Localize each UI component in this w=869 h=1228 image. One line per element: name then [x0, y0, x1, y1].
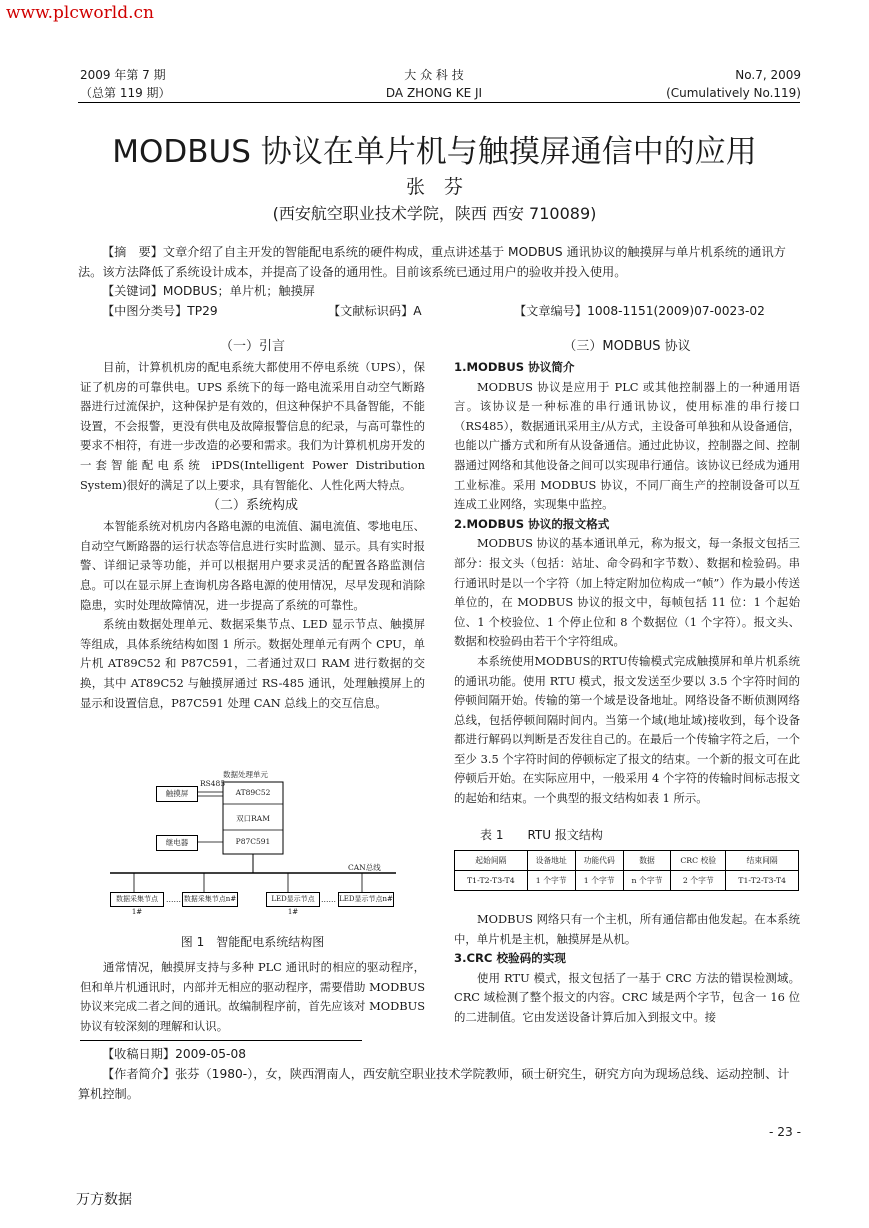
system-paragraph-3: 通常情况，触摸屏支持与多种 PLC 通讯时的相应的驱动程序，但和单片机通讯时，内部并无相应的驱动程序，需要借助 MODBUS 协议来完成二者之间的通讯。故编制程序前，首先应该对 MODBUS 协议有较深刻的理解和认识。 [80, 960, 425, 1033]
table-row [455, 871, 799, 891]
issue-number-en: No.7, 2009 [735, 68, 801, 82]
section-modbus-title: （三）MODBUS 协议 [563, 339, 691, 354]
footnote-rule [80, 1040, 362, 1041]
figure-caption: 图 1 智能配电系统结构图 [180, 935, 325, 949]
article-number: 【文章编号】1008-1151(2009)07-0023-02 [514, 304, 765, 318]
led-node-ellipsis: …… [321, 895, 336, 904]
left-column-bottom [80, 958, 425, 1036]
table-header-cell: CRC 校验 [671, 851, 726, 871]
at89c52-label: AT89C52 [235, 788, 271, 797]
issue-number: 2009 年第 7 期 [80, 68, 166, 82]
table-cell: 2 个字节 [671, 871, 726, 891]
affiliation: (西安航空职业技术学院，陕西 西安 710089) [272, 204, 597, 223]
table-header-cell: 功能代码 [575, 851, 623, 871]
abstract: 【摘 要】文章介绍了自主开发的智能配电系统的硬件构成，重点讲述基于 MODBUS 通讯协议的触摸屏与单片机系统的通讯方法。该方法降低了系统设计成本，并提高了设备的通用性。目前该系统已通过用户的验收并投入使用。 [78, 245, 786, 279]
section-system-title: （二）系统构成 [206, 498, 298, 514]
relay-box: 继电器 [156, 835, 198, 851]
watermark-url[interactable]: www.plcworld.cn [6, 3, 154, 23]
table-caption: 表 1 RTU 报文结构 [480, 828, 603, 842]
data-node-ellipsis: …… [166, 895, 181, 904]
paper-title: MODBUS 协议在单片机与触摸屏通信中的应用 [112, 134, 757, 170]
keywords: 【关键词】MODBUS；单片机；触摸屏 [102, 284, 315, 298]
crc-paragraph: 使用 RTU 模式，报文包括了一基于 CRC 方法的错误检测域。CRC 域检测了整个报文的内容。CRC 域是两个字节，包含一 16 位的二进制值。它由发送设备计算后加入到报文中。接 [454, 970, 800, 1024]
table-header-cell: 结束间隔 [726, 851, 799, 871]
source-label: 万方数据 [76, 1192, 132, 1208]
document-code: 【文献标识码】A [328, 304, 422, 318]
rs485-label: RS485 [200, 779, 226, 788]
led-node-n-box: LED显示节点n# [338, 892, 394, 907]
table-cell: T1-T2-T3-T4 [726, 871, 799, 891]
author-name: 张 芬 [405, 176, 463, 198]
message-format-paragraph-2: 本系统使用MODBUS的RTU传输模式完成触摸屏和单片机系统的通讯功能。使用 RTU 模式，报文发送至少要以 3.5 个字符时间的停顿间隔开始。传输的第一个域是设备地址。网络设备不断侦测网络总线，包括停顿间隔时间内。当第一个域(地址域)接收到，每个设备都进行解码以判断是否发往自己的。在最后一个传输字符之后，一个至少 3.5 个字符时间的停顿标定了报文的结束。一个新的报文可在此停顿后开始。在实际应用中，一般采用 4 个字符的传输时间标志报文的起始和结束。一个典型的报文结构如表 1 所示。 [454, 653, 800, 806]
intro-paragraph: 目前，计算机机房的配电系统大都使用不停电系统（UPS），保证了机房的可靠供电。UPS 系统下的每一路电流采用自动空气断路器进行过流保护，这种保护是有效的，但这种保护不具备智能，不能设置，不会报警，更没有供电及故障报警信息的纪录，与高可靠性的要求不相符，有进一步改造的必要和需求。我们为计算机机房开发的一套智能配电系统 iPDS(Intelligent Power Distribution System)很好的满足了以上要求，具有智能化、人性化两大特点。 [80, 360, 425, 492]
table-header-cell: 起始间隔 [455, 851, 528, 871]
subsection-1-title: 1.MODBUS 协议简介 [454, 360, 575, 374]
table-cell: T1-T2-T3-T4 [455, 871, 528, 891]
cumulative-issue: （总第 119 期） [80, 86, 171, 100]
section-intro-title: （一）引言 [219, 339, 285, 354]
author-bio: 【作者简介】张芬（1980-），女，陕西渭南人，西安航空职业技术学院教师，硕士研究生，研究方向为现场总线、运动控制、计算机控制。 [78, 1067, 790, 1101]
clc-number: 【中图分类号】TP29 [102, 304, 218, 318]
modbus-intro-paragraph: MODBUS 协议是应用于 PLC 或其他控制器上的一种通用语言。该协议是一种标准的串行通讯协议，使用标准的串行接口（RS485），数据通讯采用主/从方式，主设备可单独和从设备通信，也能以广播方式和所有从设备通信。通过此协议，控制器之间、控制器通过网络和其他设备之间可以实现串行通信。该协议已经成为通用工业标准。采用 MODBUS 协议，不同厂商生产的控制设备可以互连成工业网络，实现集中监控。 [454, 379, 800, 512]
touch-screen-box: 触摸屏 [156, 786, 198, 802]
subsection-3-title: 3.CRC 校验码的实现 [454, 951, 567, 966]
table-header-cell: 数据 [623, 851, 671, 871]
right-column-bottom [454, 910, 800, 1028]
data-unit-label: 数据处理单元 [223, 770, 268, 779]
data-node-1-box: 数据采集节点1# [110, 892, 164, 907]
header-right [666, 66, 801, 102]
system-paragraph-1: 本智能系统对机房内各路电源的电流值、漏电流值、零地电压、自动空气断路器的运行状态等信息进行实时监测、显示。具有实时报警、详细记录等功能，并可以根据用户要求灵活的配置各路监测信息。可以在显示屏上查询机房各路电源的使用情况，尽早发现和消除隐患，实时处理故障情况，进一步提高了系统的可靠性。 [80, 519, 425, 612]
dual-port-ram-label: 双口RAM [236, 814, 270, 823]
table-cell: 1 个字节 [575, 871, 623, 891]
received-date: 【收稿日期】2009-05-08 [102, 1047, 246, 1061]
p87c591-label: P87C591 [235, 837, 271, 846]
header-left [80, 66, 171, 102]
journal-name: 大 众 科 技 [404, 68, 464, 82]
table-header-row [455, 851, 799, 871]
table-cell: 1 个字节 [527, 871, 575, 891]
rtu-message-table [454, 850, 799, 891]
table-header-cell: 设备地址 [527, 851, 575, 871]
system-structure-figure [108, 766, 398, 916]
can-bus-label: CAN总线 [348, 863, 381, 872]
system-paragraph-2: 系统由数据处理单元、数据采集节点、LED 显示节点、触摸屏等组成，具体系统结构如图 1 所示。数据处理单元有两个 CPU，单片机 AT89C52 和 P87C591，二者通过双口 RAM 进行数据的交换，其中 AT89C52 与触摸屏通过 RS-485 通讯，处理触摸屏上的显示和设置信息，P87C591 处理 CAN 总线上的交互信息。 [80, 617, 425, 710]
subsection-2-title: 2.MODBUS 协议的报文格式 [454, 516, 610, 531]
right-column [454, 336, 800, 809]
after-table-paragraph: MODBUS 网络只有一个主机，所有通信都由他发起。在本系统中，单片机是主机，触摸屏是从机。 [454, 912, 800, 946]
header-center [334, 66, 534, 102]
left-column [80, 336, 425, 713]
data-node-n-box: 数据采集节点n# [182, 892, 238, 907]
cumulative-issue-en: (Cumulatively No.119) [666, 86, 801, 100]
page-number: - 23 - [768, 1125, 801, 1139]
message-format-paragraph-1: MODBUS 协议的基本通讯单元，称为报文，每一条报文包括三部分：报文头（包括：站址、命令码和字节数）、数据和检验码。串行通讯时是以一个字符（加上特定附加位构成一“帧”）作为最小传送单位的，在 MODBUS 协议的报文中，每帧包括 11 位：1 个起始位、1 个校验位、1 个停止位和 8 个数据位（1 个字符）。报文头、数据和校验码由若干个字符组成。 [454, 536, 800, 649]
header-rule [78, 102, 800, 103]
journal-pinyin: DA ZHONG KE JI [385, 86, 483, 100]
table-cell: n 个字节 [623, 871, 671, 891]
led-node-1-box: LED显示节点1# [266, 892, 320, 907]
